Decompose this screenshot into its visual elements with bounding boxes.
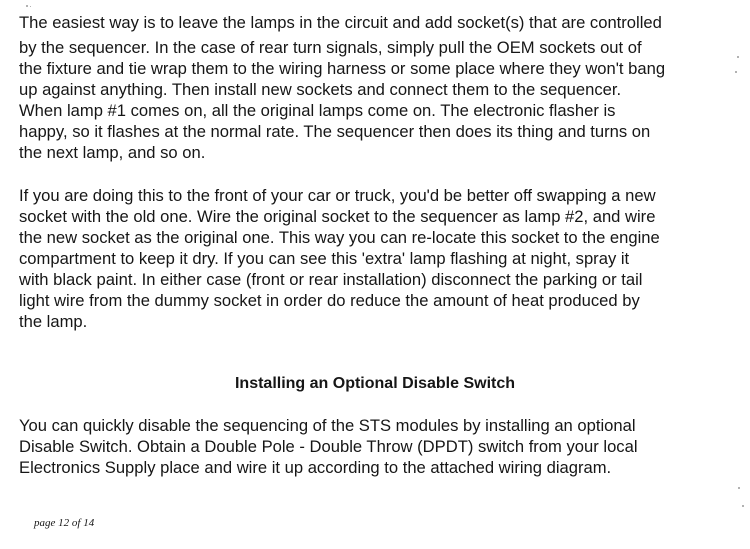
text-line: Electronics Supply place and wire it up according to the attached wiring diagram.	[19, 458, 612, 477]
scan-speck	[738, 487, 740, 489]
scan-speck	[742, 505, 744, 507]
text-line: compartment to keep it dry. If you can see this 'extra' lamp flashing at night, spray it	[19, 249, 630, 268]
page-number: page 12 of 14	[34, 517, 95, 529]
scan-speck	[26, 5, 28, 7]
text-line: the next lamp, and so on.	[19, 143, 206, 162]
text-line: happy, so it flashes at the normal rate. The sequencer then does its thing and turns on	[19, 122, 651, 141]
text-line: with black paint. In either case (front or rear installation) disconnect the parking or tail	[19, 270, 643, 289]
scan-speck	[30, 6, 31, 7]
text-line: by the sequencer. In the case of rear turn signals, simply pull the OEM sockets out of	[19, 38, 642, 57]
scan-speck	[735, 71, 737, 73]
scan-speck	[737, 56, 739, 58]
text-line: the fixture and tie wrap them to the wiring harness or some place where they won't bang	[19, 59, 666, 78]
section-heading: Installing an Optional Disable Switch	[234, 375, 516, 392]
text-line: You can quickly disable the sequencing of the STS modules by installing an optional	[19, 416, 636, 435]
text-line: the lamp.	[19, 312, 88, 331]
text-line: the new socket as the original one. This way you can re-locate this socket to the engine	[19, 228, 660, 247]
text-line: socket with the old one. Wire the original socket to the sequencer as lamp #2, and wire	[19, 207, 656, 226]
text-line: When lamp #1 comes on, all the original lamps come on. The electronic flasher is	[19, 101, 616, 120]
text-line: Disable Switch. Obtain a Double Pole - Double Throw (DPDT) switch from your local	[19, 437, 638, 456]
text-line: If you are doing this to the front of your car or truck, you'd be better off swapping a new	[19, 186, 656, 205]
text-line: up against anything. Then install new sockets and connect them to the sequencer.	[19, 80, 622, 99]
text-line: The easiest way is to leave the lamps in the circuit and add socket(s) that are controlled	[19, 13, 662, 32]
text-line: light wire from the dummy socket in order do reduce the amount of heat produced by	[19, 291, 640, 310]
